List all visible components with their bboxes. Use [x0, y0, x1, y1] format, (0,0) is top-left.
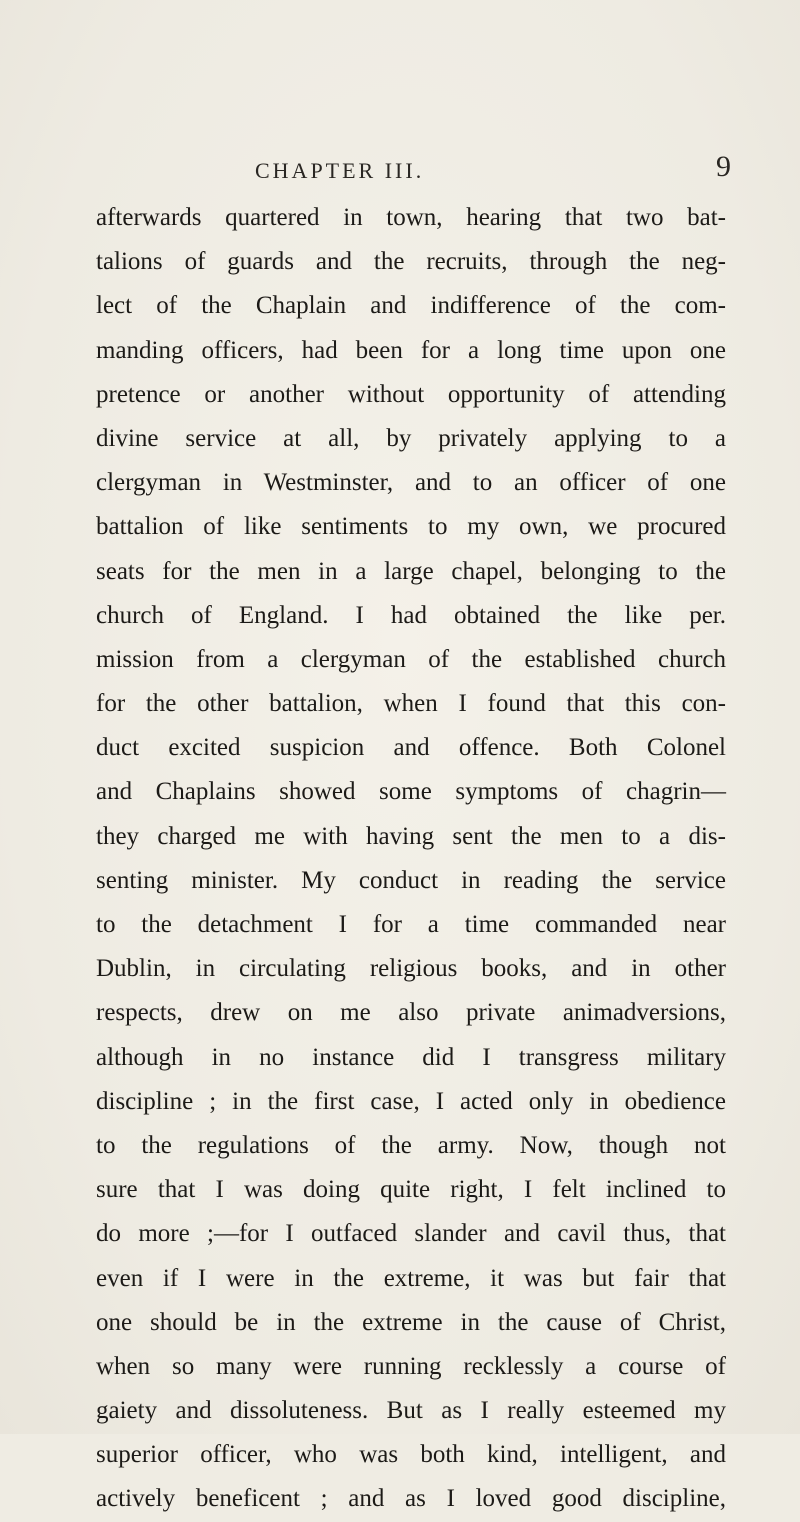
text-line: they charged me with having sent the men to a dis- — [96, 822, 726, 850]
text-line: when so many were running recklessly a course of — [96, 1352, 726, 1380]
text-line: clergyman in Westminster, and to an officer of one — [96, 469, 726, 497]
text-line: discipline ; in the first case, I acted only in obedience — [96, 1087, 726, 1115]
text-line: for the other battalion, when I found that this con- — [96, 690, 726, 718]
text-line: respects, drew on me also private animadversions, — [96, 999, 726, 1027]
text-line: afterwards quartered in town, hearing that two bat- — [96, 204, 726, 231]
text-line: senting minister. My conduct in reading the service — [96, 866, 726, 894]
text-line: lect of the Chaplain and indifference of the com- — [96, 292, 726, 320]
text-line: superior officer, who was both kind, intelligent, and — [96, 1441, 726, 1469]
text-line: church of England. I had obtained the like per. — [96, 601, 726, 629]
text-line: manding officers, had been for a long time upon one — [96, 336, 726, 364]
text-line: to the detachment I for a time commanded near — [96, 911, 726, 938]
page-number: 9 — [716, 150, 731, 183]
text-line: seats for the men in a large chapel, belonging to the — [96, 557, 726, 585]
text-line: to the regulations of the army. Now, though not — [96, 1131, 726, 1159]
text-line: although in no instance did I transgress military — [96, 1043, 726, 1071]
text-line: mission from a clergyman of the established church — [96, 645, 726, 673]
body-text — [96, 196, 726, 1522]
text-line: Dublin, in circulating religious books, and in other — [96, 955, 726, 983]
text-line: do more ;—for I outfaced slander and cavil thus, that — [96, 1220, 726, 1248]
text-line: battalion of like sentiments to my own, we procured — [96, 513, 726, 541]
text-line: talions of guards and the recruits, through the neg- — [96, 248, 726, 276]
text-line: even if I were in the extreme, it was but fair that — [96, 1264, 726, 1292]
text-line: gaiety and dissoluteness. But as I really esteemed my — [96, 1397, 726, 1425]
text-line: and Chaplains showed some symptoms of chagrin— — [96, 778, 726, 806]
text-line: duct excited suspicion and offence. Both Colonel — [96, 734, 726, 762]
text-line: sure that I was doing quite right, I felt inclined to — [96, 1176, 726, 1204]
running-head: CHAPTER III. — [255, 158, 425, 183]
text-line: one should be in the extreme in the cause of Christ, — [96, 1308, 726, 1336]
text-line: divine service at all, by privately applying to a — [96, 424, 726, 452]
text-line: pretence or another without opportunity of attending — [96, 380, 726, 408]
text-line: actively beneficent ; and as I loved good discipline, — [96, 1485, 726, 1513]
